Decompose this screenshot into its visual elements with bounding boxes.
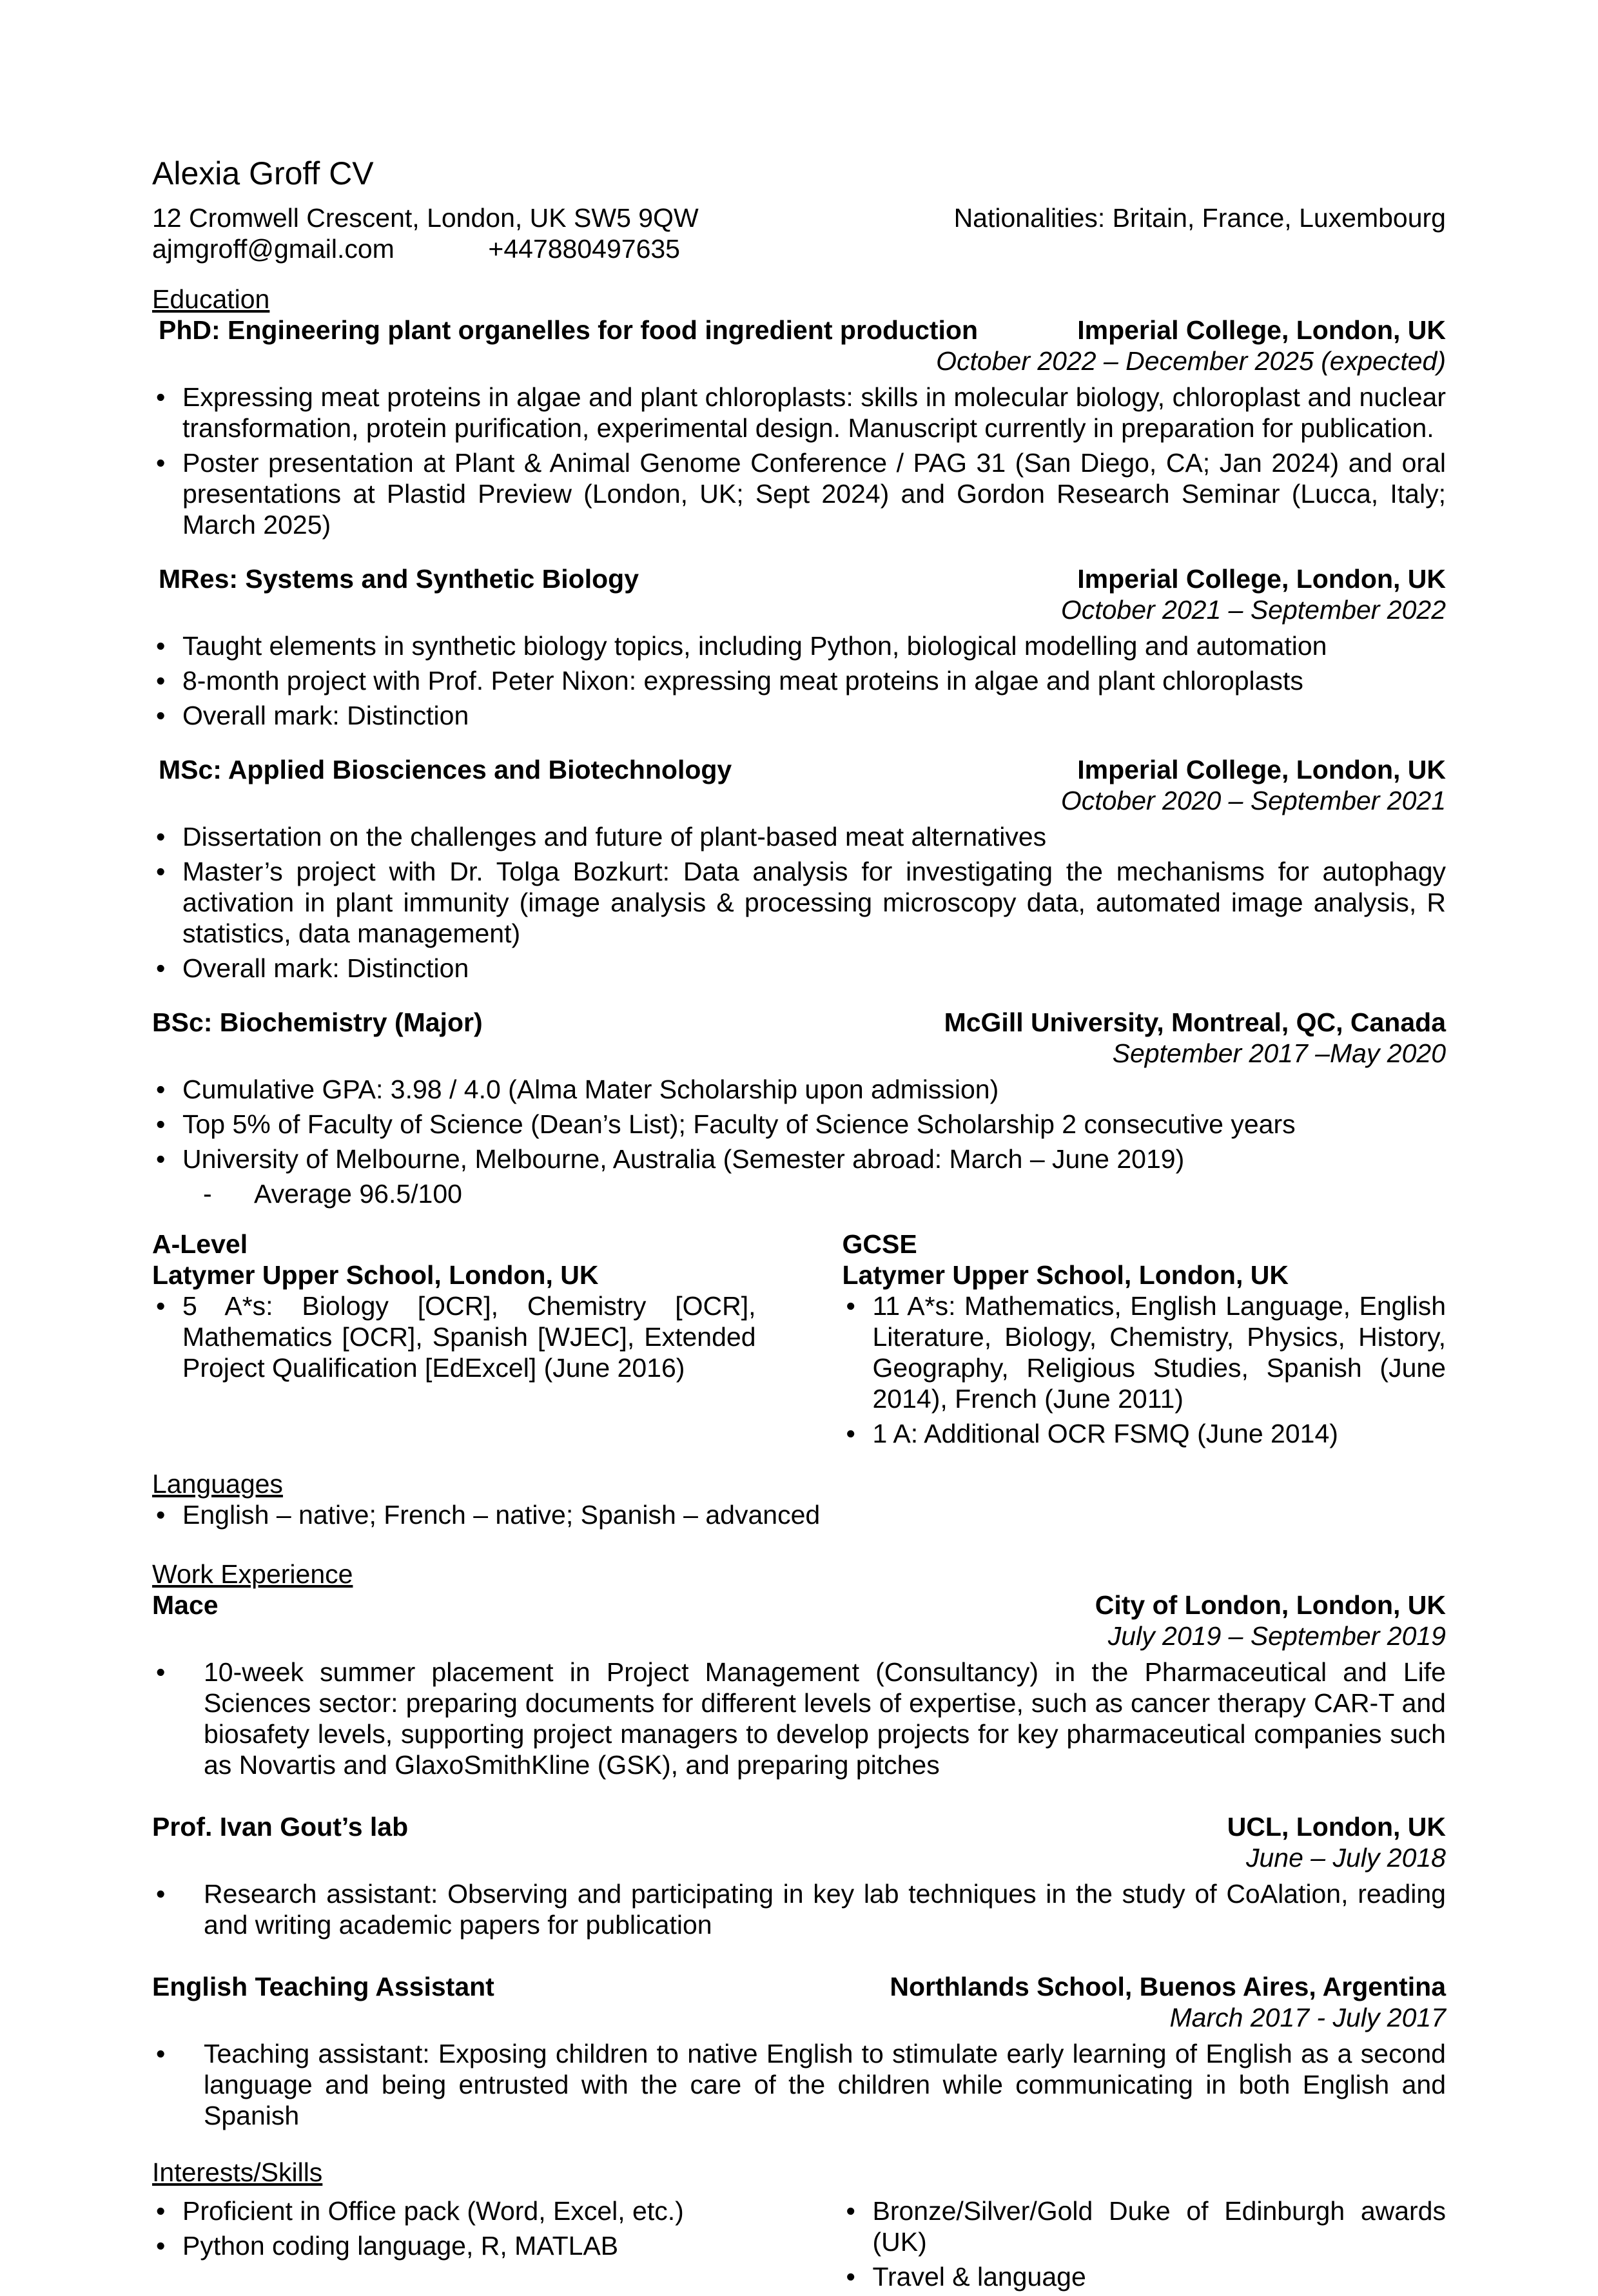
entry-title: PhD: Engineering plant organelles for food ingredient production	[159, 315, 978, 345]
bullet-marker: •	[156, 448, 166, 478]
section-heading-interests	[152, 2157, 1446, 2188]
work-entry-teaching-assistant	[152, 1971, 1446, 2131]
contact-phone: +447880497635	[488, 234, 680, 264]
work-entry-mace	[152, 1590, 1446, 1780]
entry-institution: UCL, London, UK	[1227, 1812, 1446, 1842]
entry-header	[152, 563, 1446, 594]
bullet-text: Dissertation on the challenges and future of plant-based meat alternatives	[182, 822, 1047, 851]
bullet-marker: •	[156, 822, 166, 851]
entry-header	[152, 315, 1446, 345]
bullet-text: Taught elements in synthetic biology topics, including Python, biological modelling and automation	[182, 631, 1327, 661]
contact-email: ajmgroff@gmail.com	[152, 234, 395, 264]
school-qualification-title: GCSE	[842, 1229, 917, 1259]
entry-dates: October 2021 – September 2022	[1060, 595, 1446, 625]
bullet-item	[152, 1290, 756, 1383]
school-name: Latymer Upper School, London, UK	[152, 1260, 599, 1290]
entry-institution: McGill University, Montreal, QC, Canada	[944, 1007, 1446, 1037]
entry-header	[152, 1007, 1446, 1038]
bullet-text: Overall mark: Distinction	[182, 953, 469, 983]
bullet-item	[152, 856, 1446, 949]
entry-title: Prof. Ivan Gout’s lab	[152, 1812, 409, 1842]
bullet-item	[152, 2038, 1446, 2131]
bullet-marker: •	[156, 2196, 166, 2226]
interests-section	[152, 2195, 1446, 2296]
bullet-marker: •	[156, 666, 166, 696]
bullet-item	[843, 2261, 1447, 2292]
bullet-text: Research assistant: Observing and participating in key lab techniques in the study of CoAlation, reading and writing academic papers for publication	[204, 1879, 1446, 1940]
bullet-item	[152, 1109, 1446, 1140]
bullet-item	[843, 2195, 1447, 2257]
bullet-text: Cumulative GPA: 3.98 / 4.0 (Alma Mater Scholarship upon admission)	[182, 1075, 999, 1104]
bullet-marker: •	[156, 1879, 166, 1909]
education-entry-bsc	[152, 1007, 1446, 1209]
bullet-marker: •	[156, 701, 166, 730]
bullet-marker: •	[156, 1657, 166, 1687]
bullet-item	[152, 382, 1446, 443]
contact-address: 12 Cromwell Crescent, London, UK SW5 9QW	[152, 203, 699, 233]
bullet-text: Proficient in Office pack (Word, Excel, etc.)	[182, 2196, 684, 2226]
school-name: Latymer Upper School, London, UK	[842, 1260, 1289, 1290]
bullet-text: University of Melbourne, Melbourne, Australia (Semester abroad: March – June 2019)	[182, 1144, 1185, 1174]
bullet-text: 11 A*s: Mathematics, English Language, English Literature, Biology, Chemistry, Physics, History, Geography, Religious Studies, Spanish (June 2014), French (June 2011)	[872, 1291, 1446, 1414]
bullet-item	[152, 1143, 1446, 1174]
interests-left-column	[152, 2195, 756, 2296]
bullet-marker: •	[156, 1109, 166, 1139]
entry-header	[152, 1811, 1446, 1842]
bullet-item	[152, 700, 1446, 731]
bullet-marker: •	[156, 1291, 166, 1321]
bullet-item	[152, 447, 1446, 540]
work-heading-text: Work Experience	[152, 1559, 353, 1589]
section-heading-education	[152, 284, 1446, 315]
bullet-marker: •	[156, 2231, 166, 2261]
entry-dates: September 2017 –May 2020	[1112, 1038, 1446, 1068]
bullet-item	[152, 1657, 1446, 1780]
education-heading-text: Education	[152, 284, 270, 314]
bullet-marker: •	[156, 1500, 166, 1530]
entry-dates: July 2019 – September 2019	[1107, 1621, 1446, 1651]
bullet-marker: •	[156, 382, 166, 412]
entry-institution: Northlands School, Buenos Aires, Argentina	[890, 1972, 1446, 2001]
interests-right-column	[843, 2195, 1447, 2296]
entry-institution: Imperial College, London, UK	[1077, 315, 1446, 345]
bullet-text: 10-week summer placement in Project Management (Consultancy) in the Pharmaceutical and Life Sciences sector: preparing documents for different levels of expertise, such as cancer therapy CAR-T and biosafety levels, supporting project managers to develop projects for key pharmaceutical companies such as Novartis and GlaxoSmithKline (GSK), and preparing pitches	[204, 1657, 1446, 1780]
entry-institution: City of London, London, UK	[1095, 1590, 1446, 1620]
interests-heading-text: Interests/Skills	[152, 2157, 323, 2187]
dash-marker: -	[203, 1179, 212, 1209]
entry-title: Mace	[152, 1590, 219, 1620]
bullet-marker: •	[156, 2039, 166, 2068]
bullet-item	[152, 2195, 756, 2226]
entry-dates: October 2020 – September 2021	[1060, 786, 1446, 815]
bullet-marker: •	[156, 857, 166, 886]
bullet-item	[152, 821, 1446, 852]
entry-header	[152, 754, 1446, 785]
bullet-text: Master’s project with Dr. Tolga Bozkurt: Data analysis for investigating the mechanisms for autophagy activation in plant immunity (image analysis & processing microscopy data, automated image analysis, R statistics, data management)	[182, 857, 1446, 948]
bullet-text: Teaching assistant: Exposing children to native English to stimulate early learning of English as a second language and being entrusted with the care of the children while communicating in both English and Spanish	[204, 2039, 1446, 2130]
entry-dates: October 2022 – December 2025 (expected)	[936, 346, 1446, 376]
bullet-text: Poster presentation at Plant & Animal Genome Conference / PAG 31 (San Diego, CA; Jan 2024) and oral presentations at Plastid Preview (London, UK; Sept 2024) and Gordon Research Seminar (Lucca, Italy; March 2025)	[182, 448, 1446, 540]
bullet-item	[152, 630, 1446, 661]
bullet-item	[152, 665, 1446, 696]
sub-bullet-text: Average 96.5/100	[254, 1179, 462, 1209]
education-entry-msc	[152, 754, 1446, 984]
bullet-text: Python coding language, R, MATLAB	[182, 2231, 619, 2261]
section-heading-languages	[152, 1468, 1446, 1499]
bullet-text: Overall mark: Distinction	[182, 701, 469, 730]
entry-header	[152, 1590, 1446, 1620]
schools-section	[152, 1229, 1446, 1453]
education-entry-mres	[152, 563, 1446, 731]
bullet-marker: •	[846, 2262, 855, 2291]
entry-title: MSc: Applied Biosciences and Biotechnology	[159, 755, 732, 784]
bullet-item	[152, 2230, 756, 2261]
education-entry-phd	[152, 315, 1446, 540]
bullet-text: Top 5% of Faculty of Science (Dean’s List); Faculty of Science Scholarship 2 consecutive years	[182, 1109, 1296, 1139]
bullet-marker: •	[846, 2196, 855, 2226]
contact-row-2	[152, 233, 1446, 264]
bullet-text: Bronze/Silver/Gold Duke of Edinburgh awards (UK)	[872, 2196, 1446, 2257]
page-title: Alexia Groff CV	[152, 155, 374, 191]
entry-institution: Imperial College, London, UK	[1077, 755, 1446, 784]
bullet-text: English – native; French – native; Spanish – advanced	[182, 1500, 821, 1530]
bullet-item	[152, 953, 1446, 984]
bullet-text: 1 A: Additional OCR FSMQ (June 2014)	[872, 1419, 1338, 1448]
bullet-item	[843, 1418, 1447, 1449]
bullet-text: 5 A*s: Biology [OCR], Chemistry [OCR], Mathematics [OCR], Spanish [WJEC], Extended Project Qualification [EdExcel] (June 2016)	[182, 1291, 756, 1383]
bullet-marker: •	[846, 1291, 855, 1321]
bullet-marker: •	[156, 631, 166, 661]
entry-dates: March 2017 - July 2017	[1169, 2003, 1446, 2032]
contact-nationalities: Nationalities: Britain, France, Luxembourg	[953, 203, 1446, 233]
bullet-marker: •	[156, 953, 166, 983]
bullet-marker: •	[156, 1075, 166, 1104]
bullet-item	[152, 1074, 1446, 1105]
bullet-marker: •	[846, 1419, 855, 1448]
sub-bullet-item	[152, 1178, 1446, 1209]
section-heading-work-experience	[152, 1559, 1446, 1590]
bullet-text: 8-month project with Prof. Peter Nixon: expressing meat proteins in algae and plant chloroplasts	[182, 666, 1303, 696]
school-qualification-title: A-Level	[152, 1229, 248, 1259]
entry-title: BSc: Biochemistry (Major)	[152, 1007, 483, 1037]
work-entry-gout-lab	[152, 1811, 1446, 1940]
entry-title: English Teaching Assistant	[152, 1972, 494, 2001]
cv-content	[152, 153, 1446, 2296]
entry-institution: Imperial College, London, UK	[1077, 564, 1446, 594]
gcse-column	[843, 1229, 1447, 1453]
entry-title: MRes: Systems and Synthetic Biology	[159, 564, 639, 594]
languages-heading-text: Languages	[152, 1469, 283, 1499]
entry-dates: June – July 2018	[1245, 1843, 1446, 1873]
alevel-column	[152, 1229, 756, 1453]
bullet-marker: •	[156, 1144, 166, 1174]
bullet-text: Expressing meat proteins in algae and plant chloroplasts: skills in molecular biology, chloroplast and nuclear transformation, protein purification, experimental design. Manuscript currently in preparation for publication.	[182, 382, 1446, 443]
contact-row-1	[152, 202, 1446, 233]
bullet-item	[152, 1878, 1446, 1940]
bullet-item	[843, 1290, 1447, 1414]
entry-header	[152, 1971, 1446, 2002]
bullet-item	[152, 1499, 1446, 1530]
bullet-text: Travel & language	[872, 2262, 1086, 2291]
